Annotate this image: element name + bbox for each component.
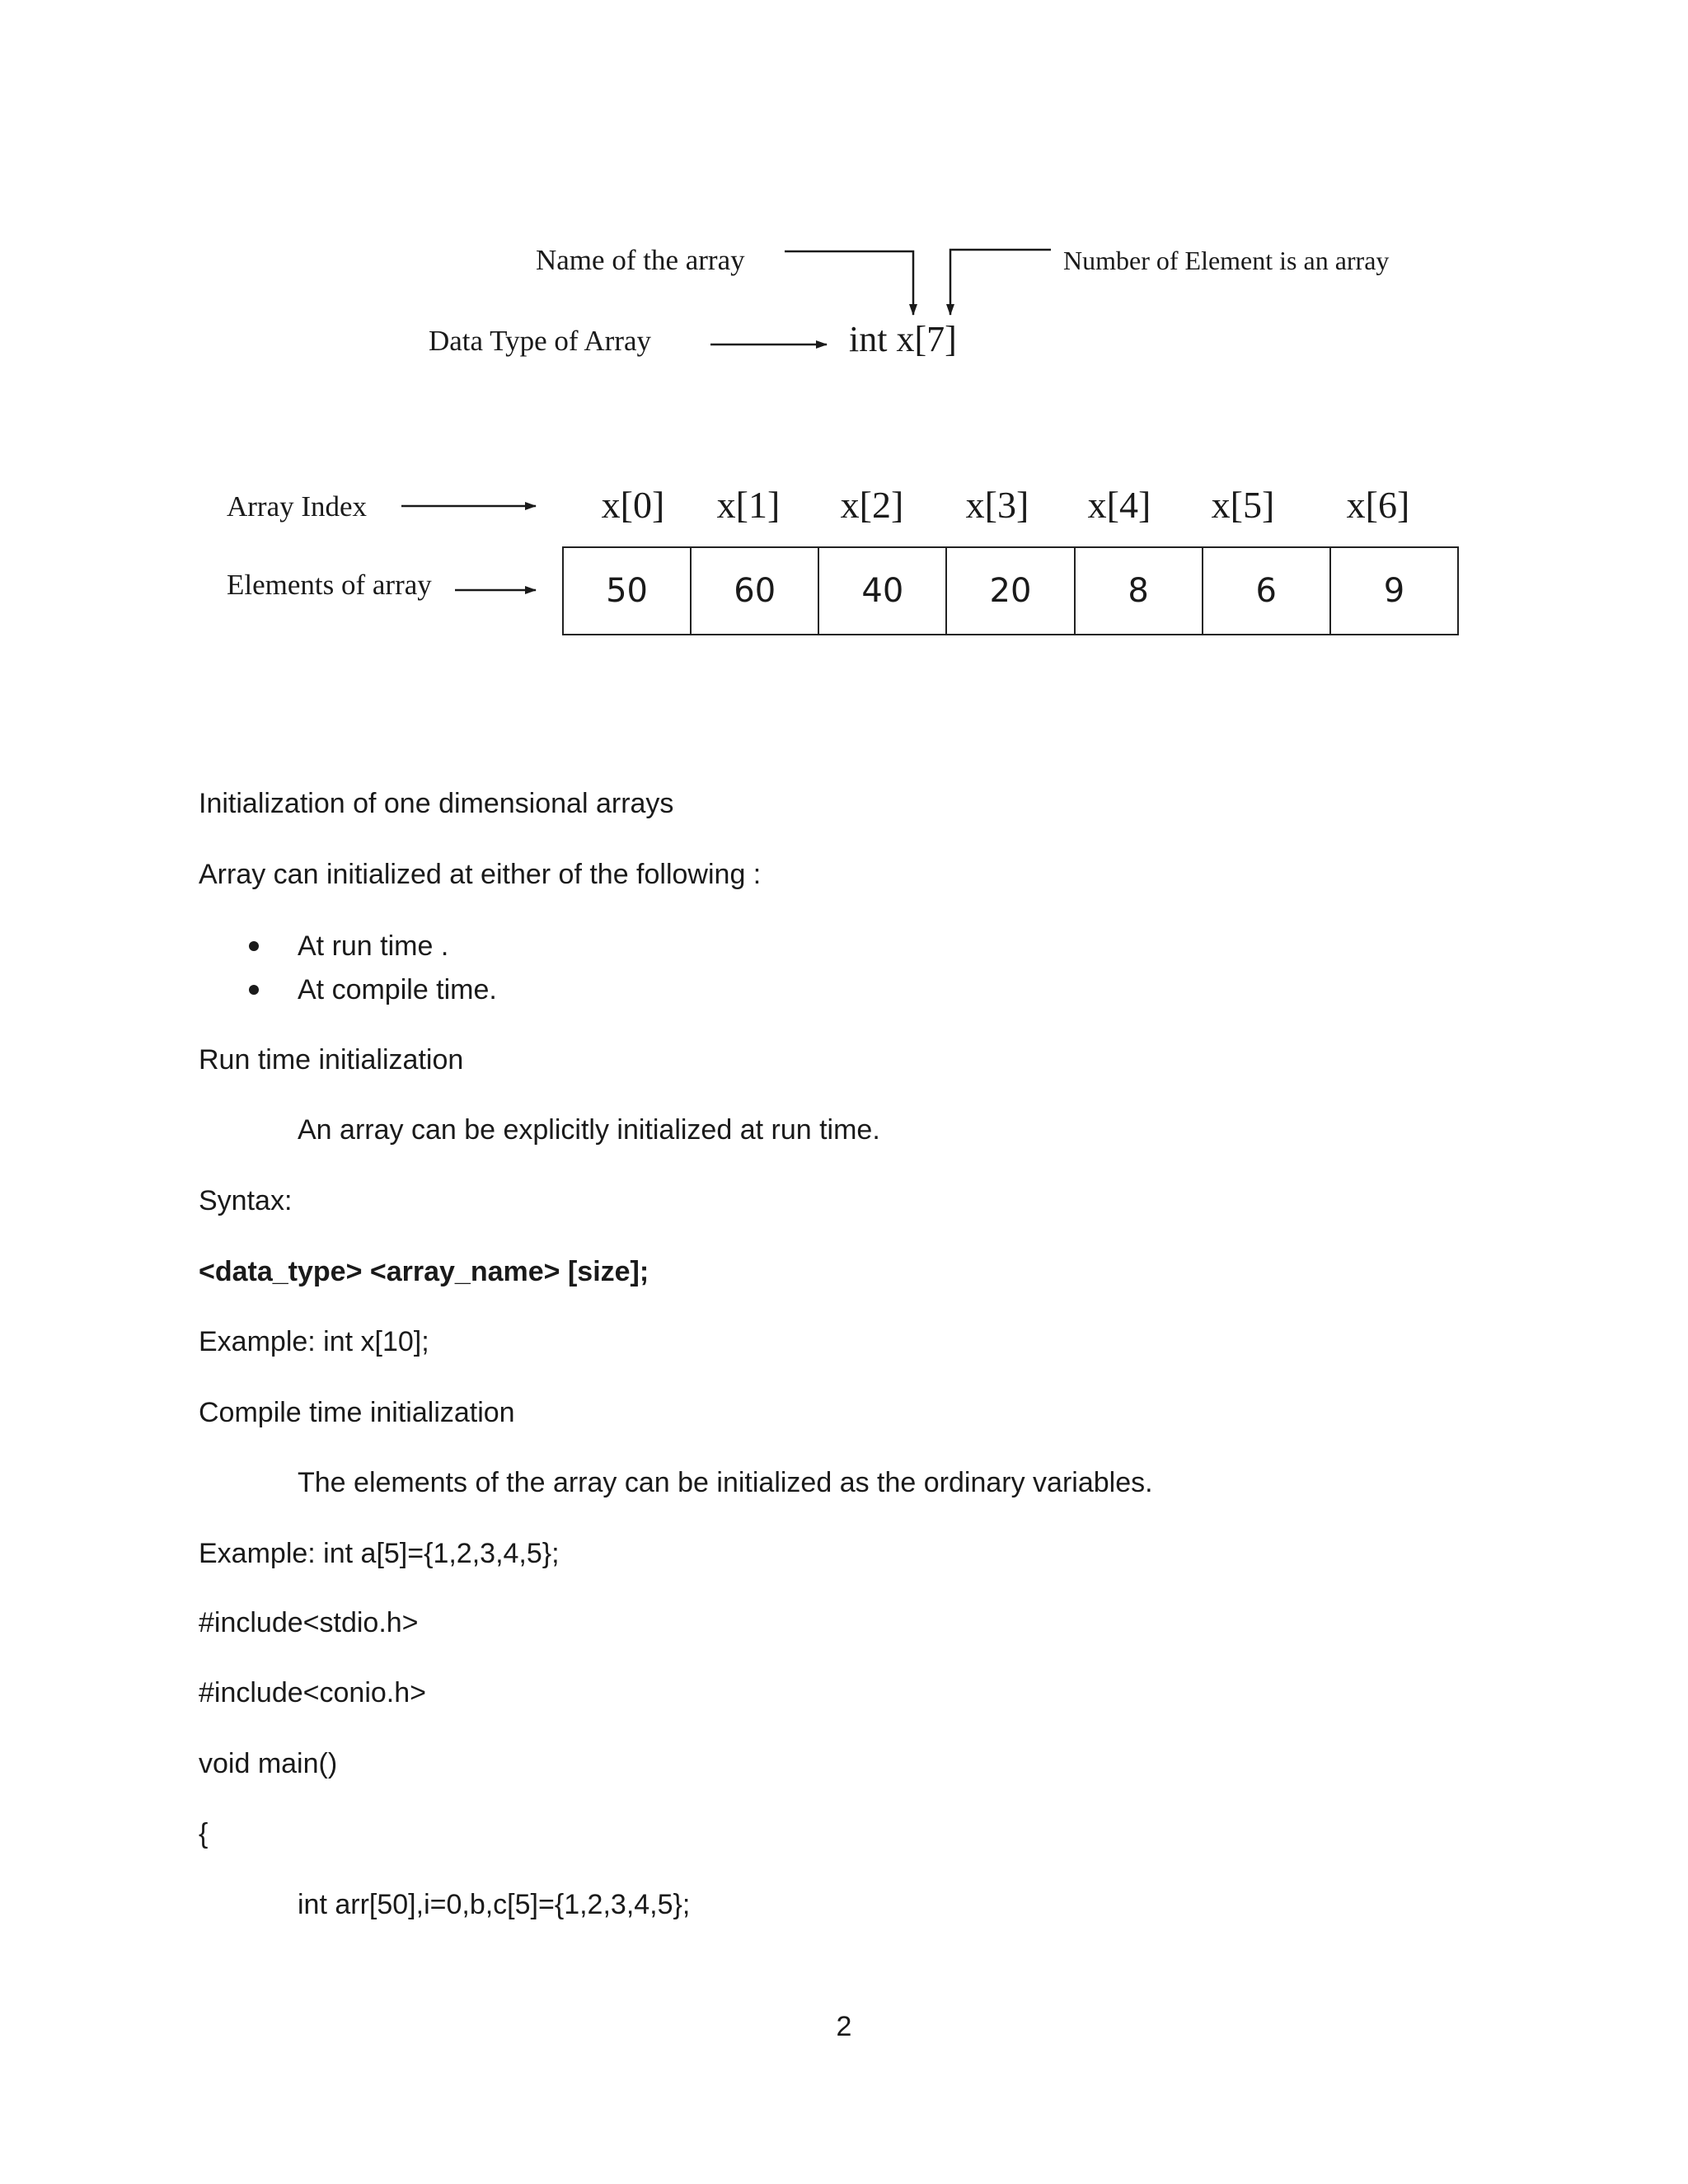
index-label: x[3] — [965, 484, 1029, 526]
bullet-dot — [249, 985, 259, 995]
array-index-label: Array Index — [227, 490, 368, 523]
array-cell: 40 — [819, 548, 947, 634]
array-cell: 9 — [1383, 572, 1405, 610]
index-label: x[0] — [601, 484, 665, 526]
page-number: 2 — [836, 2011, 852, 2042]
code-line: { — [199, 1818, 209, 1849]
number-of-elements-label: Number of Element is an array — [1063, 246, 1390, 275]
bullet-item: At compile time. — [298, 974, 497, 1005]
array-cell: 50 — [564, 548, 692, 634]
code-line: void main() — [199, 1748, 338, 1779]
index-label: x[4] — [1087, 484, 1151, 526]
array-cell: 6 — [1203, 548, 1331, 634]
name-of-array-label: Name of the array — [536, 244, 745, 276]
array-cell: 60 — [692, 548, 819, 634]
name-arrow — [785, 251, 913, 315]
example-compile: Example: int a[5]={1,2,3,4,5}; — [199, 1538, 560, 1569]
index-label: x[2] — [840, 484, 904, 526]
elements-of-array-label: Elements of array — [227, 569, 432, 601]
bullet-dot — [249, 941, 259, 951]
code-line: #include<conio.h> — [199, 1677, 427, 1708]
data-type-label: Data Type of Array — [429, 325, 652, 357]
code-line-indented: int arr[50],i=0,b,c[5]={1,2,3,4,5}; — [298, 1889, 691, 1920]
array-elements-box — [562, 546, 1459, 635]
code-line: #include<stdio.h> — [199, 1607, 419, 1638]
array-declaration: int x[7] — [849, 319, 957, 359]
runtime-heading: Run time initialization — [199, 1044, 464, 1076]
bullet-item: At run time . — [298, 930, 449, 962]
compile-heading: Compile time initialization — [199, 1397, 515, 1428]
array-diagram — [0, 0, 1688, 676]
index-label: x[5] — [1211, 484, 1275, 526]
section-heading-init: Initialization of one dimensional arrays — [199, 788, 674, 819]
compile-description: The elements of the array can be initialized as the ordinary variables. — [298, 1467, 1153, 1498]
syntax-code: <data_type> <array_name> [size]; — [199, 1256, 649, 1287]
count-arrow — [950, 250, 1051, 315]
syntax-label: Syntax: — [199, 1185, 293, 1216]
index-label: x[6] — [1346, 484, 1410, 526]
runtime-description: An array can be explicitly initialized at run time. — [298, 1114, 880, 1146]
intro-text: Array can initialized at either of the following : — [199, 859, 762, 890]
index-label: x[1] — [716, 484, 781, 526]
array-cell: 20 — [947, 548, 1075, 634]
example-runtime: Example: int x[10]; — [199, 1326, 429, 1357]
array-cell: 8 — [1076, 548, 1203, 634]
